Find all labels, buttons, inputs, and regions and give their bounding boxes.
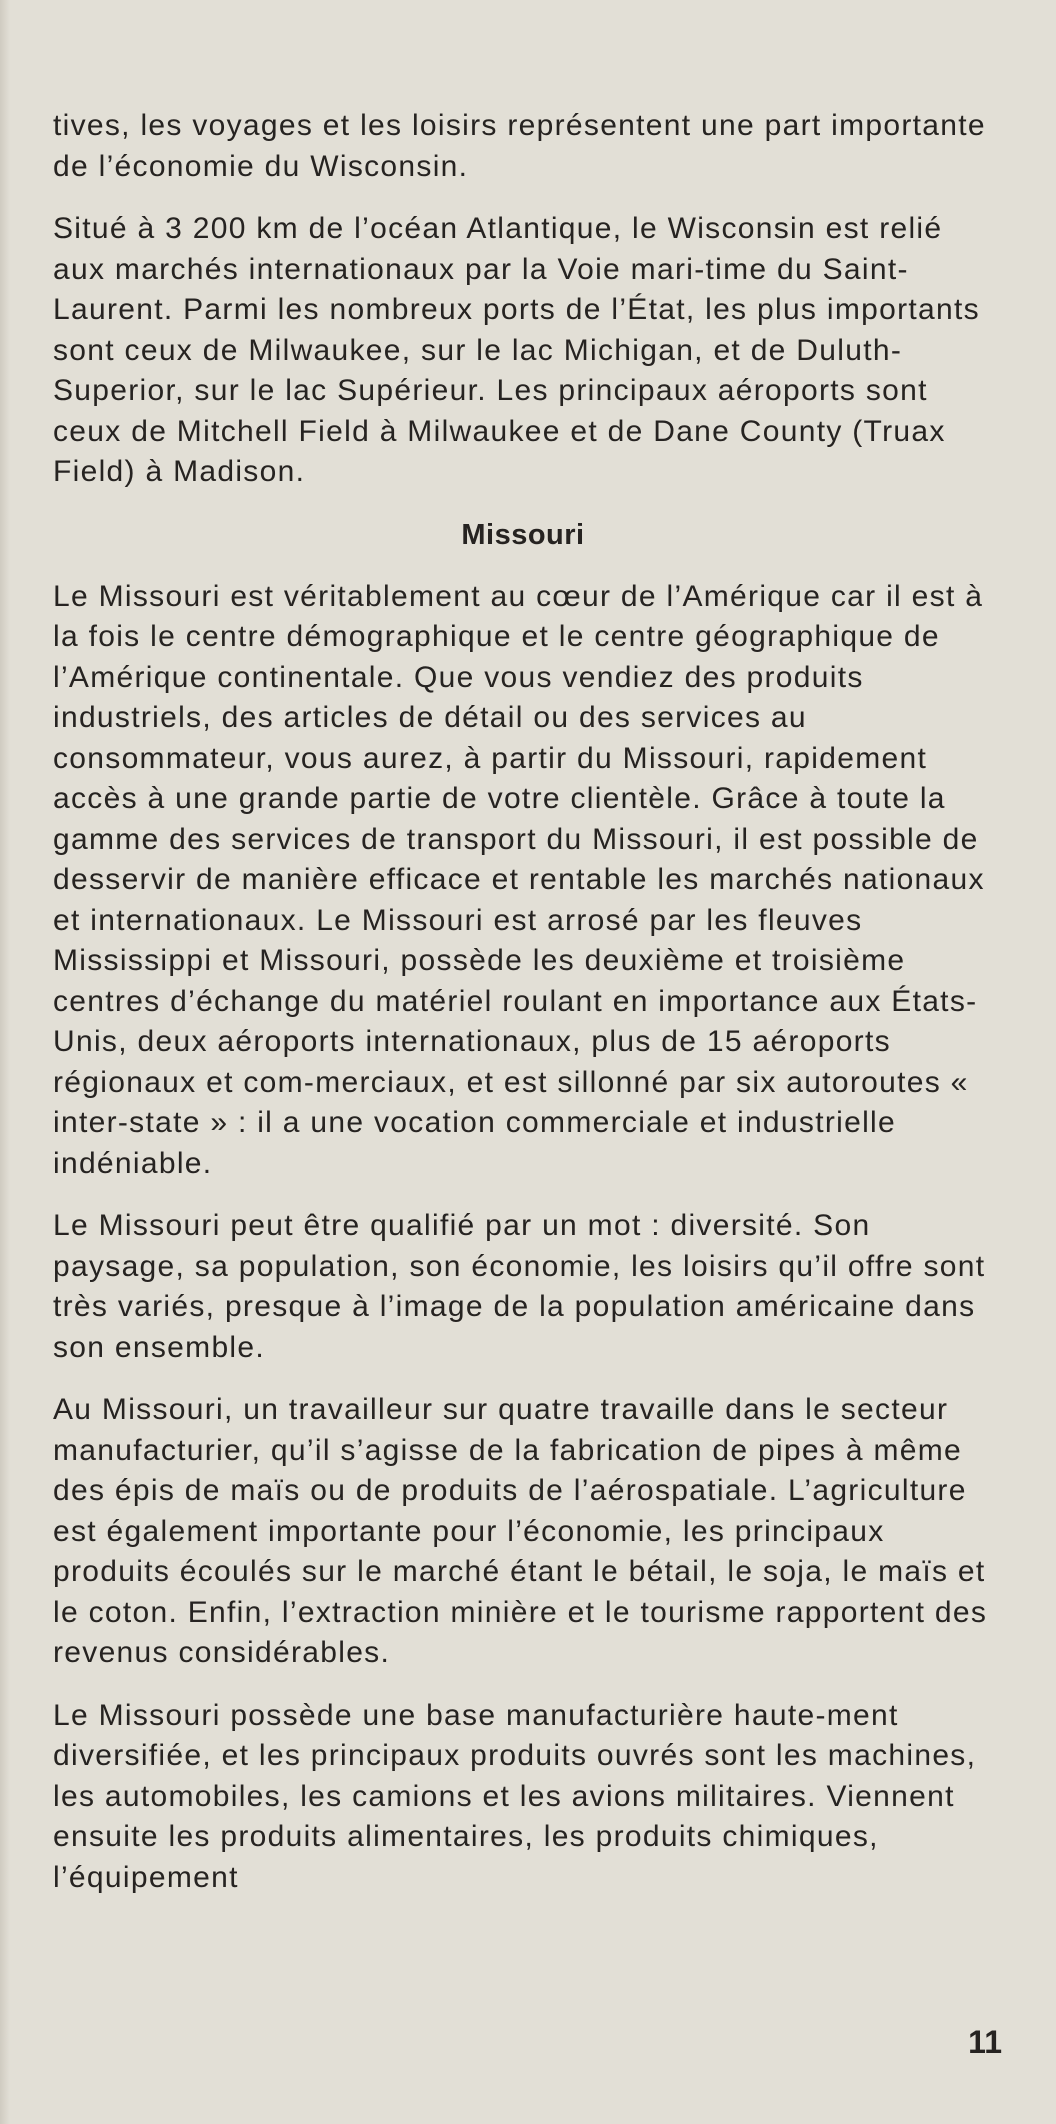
section-heading: Missouri [461,518,585,551]
text-column [53,106,993,1920]
page-number: 11 [968,2024,1002,2060]
paragraph-missouri-heart: Le Missouri est véritablement au cœur de l’Amérique car il est à la fois le centre démographique et le centre géographique de l’Amérique continentale. Que vous vendiez des produits industriels, des articles de détail ou des services au consommateur, vous aurez, à partir du Missouri, rapidement accès à une grande partie de votre clientèle. Grâce à toute la gamme des services de transport du Missouri, il est possible de desservir de manière efficace et rentable les marchés nationaux et internationaux. Le Missouri est arrosé par les fleuves Mississippi et Missouri, possède les deuxième et troisième centres d’échange du matériel roulant en importance aux États-Unis, deux aéroports internationaux, plus de 15 aéroports régionaux et com-merciaux, et est sillonné par six autoroutes « inter-state » : il a une vocation commerciale et industrielle indéniable. [53,579,985,1180]
paragraph-missouri-workers: Au Missouri, un travailleur sur quatre travaille dans le secteur manufacturier, qu’il s’agisse de la fabrication de pipes à même des épis de maïs ou de produits de l’aérospatiale. L’agriculture est également importante pour l’économie, les principaux produits écoulés sur le marché étant le bétail, le soja, le maïs et le coton. Enfin, l’extraction minière et le tourisme rapportent des revenus considérables. [53,1393,988,1669]
paragraph-missouri-manufacturing: Le Missouri possède une base manufacturière haute-ment diversifiée, et les principaux produits ouvrés sont les machines, les automobiles, les camions et les avions militaires. Viennent ensuite les produits alimentaires, les produits chimiques, l’équipement [53,1698,977,1894]
paragraph-wisconsin-economy: tives, les voyages et les loisirs représentent une part importante de l’économie du Wisconsin. [53,109,986,183]
paragraph-missouri-diversity: Le Missouri peut être qualifié par un mot : diversité. Son paysage, sa population, son économie, les loisirs qu’il offre sont très variés, presque à l’image de la population américaine dans son ensemble. [53,1209,986,1364]
paragraph-wisconsin-transport: Situé à 3 200 km de l’océan Atlantique, le Wisconsin est relié aux marchés internationaux par la Voie mari-time du Saint-Laurent. Parmi les nombreux ports de l’État, les plus importants sont ceux de Milwaukee, sur le lac Michigan, et de Duluth-Superior, sur le lac Supérieur. Les principaux aéroports sont ceux de Mitchell Field à Milwaukee et de Dane County (Truax Field) à Madison. [53,212,980,488]
page-edge [0,0,10,2124]
